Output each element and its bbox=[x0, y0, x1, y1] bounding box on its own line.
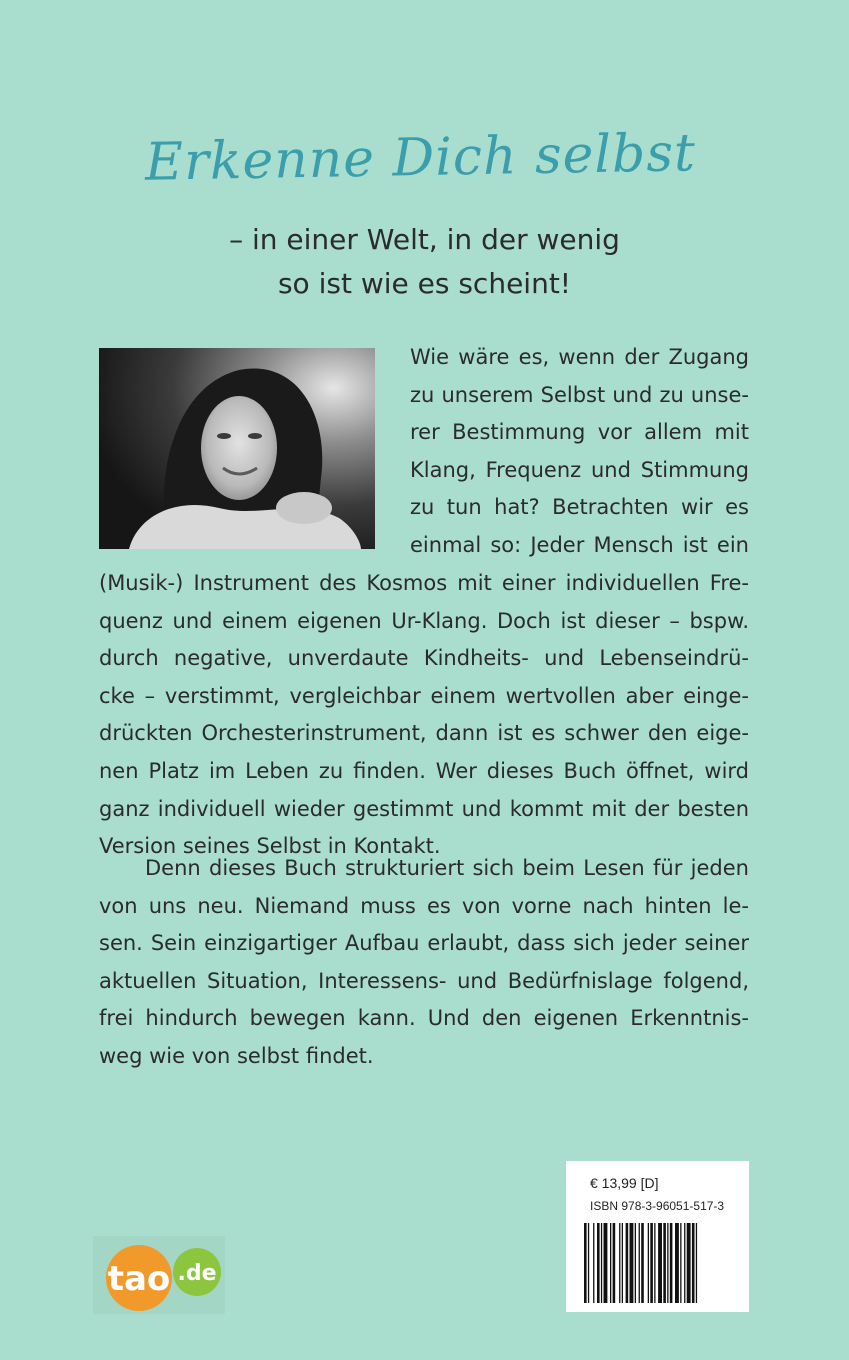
barcode-bar bbox=[639, 1223, 640, 1303]
barcode-bar bbox=[626, 1223, 629, 1303]
logo-text-main: tao bbox=[107, 1259, 171, 1299]
price-barcode-box bbox=[566, 1161, 749, 1312]
text-line: ganz individuell wieder gestimmt und kommt mit der besten bbox=[99, 796, 749, 821]
barcode-bar bbox=[619, 1223, 620, 1303]
barcode-bar bbox=[593, 1223, 594, 1303]
barcode-bar bbox=[613, 1223, 616, 1303]
text-line: von uns neu. Niemand muss es von vorne nach hinten le- bbox=[99, 893, 749, 918]
subtitle-line: – in einer Welt, in der wenig bbox=[229, 223, 620, 256]
text-line: Klang, Frequenz und Stimmung bbox=[410, 457, 749, 482]
barcode-bar bbox=[658, 1223, 662, 1303]
barcode-bar bbox=[670, 1223, 673, 1303]
barcode-bar bbox=[654, 1223, 655, 1303]
barcode-bar bbox=[692, 1223, 695, 1303]
text-line: zu tun hat? Betrachten wir es bbox=[410, 495, 749, 520]
barcode-bar bbox=[696, 1223, 697, 1303]
barcode-bar bbox=[650, 1223, 653, 1303]
text-line: durch negative, unverdaute Kindheits- und Lebenseindrü- bbox=[99, 646, 749, 671]
barcode-bar bbox=[663, 1223, 666, 1303]
barcode-bar bbox=[641, 1223, 644, 1303]
barcode-bar bbox=[604, 1223, 608, 1303]
text-line: quenz und einem eigenen Ur-Klang. Doch ist dieser – bspw. bbox=[99, 608, 749, 633]
book-title: Erkenne Dich selbst bbox=[144, 123, 697, 193]
text-line: aktuellen Situation, Interessens- und Bedürfnislage folgend, bbox=[99, 968, 749, 993]
text-line: frei hindurch bewegen kann. Und den eigenen Erkenntnis- bbox=[99, 1006, 749, 1031]
isbn-barcode bbox=[584, 1223, 734, 1303]
text-line: Denn dieses Buch strukturiert sich beim Lesen für jeden bbox=[145, 856, 749, 880]
text-line: (Musik-) Instrument des Kosmos mit einer individuellen Fre- bbox=[99, 571, 749, 595]
text-line: einmal so: Jeder Mensch ist ein bbox=[410, 532, 749, 557]
barcode-bar bbox=[601, 1223, 602, 1303]
description-paragraph-top bbox=[410, 339, 749, 565]
barcode-bar bbox=[588, 1223, 589, 1303]
barcode-bar bbox=[684, 1223, 685, 1303]
text-line: Wie wäre es, wenn der Zugang bbox=[410, 345, 749, 369]
text-line: sen. Sein einzigartiger Aufbau erlaubt, dass sich jeder seiner bbox=[99, 931, 749, 956]
tao-logo-image bbox=[93, 1236, 225, 1314]
publisher-logo bbox=[93, 1236, 225, 1314]
barcode-bar bbox=[584, 1223, 587, 1303]
barcode-bar bbox=[648, 1223, 649, 1303]
barcode-bar bbox=[610, 1223, 611, 1303]
barcode-bar bbox=[630, 1223, 634, 1303]
text-line: Version seines Selbst in Kontakt. bbox=[99, 834, 441, 859]
text-line: rer Bestimmung vor allem mit bbox=[410, 420, 749, 445]
description-paragraph-continued bbox=[99, 565, 749, 866]
isbn-label: ISBN 978-3-96051-517-3 bbox=[590, 1199, 725, 1213]
barcode-bar bbox=[597, 1223, 600, 1303]
barcode-bar bbox=[667, 1223, 668, 1303]
logo-text-domain: .de bbox=[177, 1261, 217, 1286]
text-line: drückten Orchesterinstrument, dann ist es schwer den eige- bbox=[99, 721, 749, 746]
author-photo bbox=[99, 348, 375, 549]
description-paragraph-second bbox=[99, 850, 749, 1076]
subtitle-line: so ist wie es scheint! bbox=[277, 267, 572, 300]
barcode-bar bbox=[687, 1223, 691, 1303]
book-subtitle bbox=[0, 218, 849, 306]
price-label: € 13,99 [D] bbox=[590, 1175, 659, 1191]
text-line: zu unserem Selbst und zu unse- bbox=[410, 382, 749, 407]
barcode-bar bbox=[675, 1223, 679, 1303]
text-line: cke – verstimmt, vergleichbar einem wertvollen aber einge- bbox=[99, 683, 749, 708]
barcode-bar bbox=[622, 1223, 623, 1303]
text-line: weg wie von selbst findet. bbox=[99, 1043, 374, 1068]
text-line: nen Platz im Leben zu finden. Wer dieses Buch öffnet, wird bbox=[99, 758, 749, 783]
barcode-bar bbox=[680, 1223, 681, 1303]
author-photo-image bbox=[99, 348, 375, 549]
barcode-bar bbox=[635, 1223, 636, 1303]
